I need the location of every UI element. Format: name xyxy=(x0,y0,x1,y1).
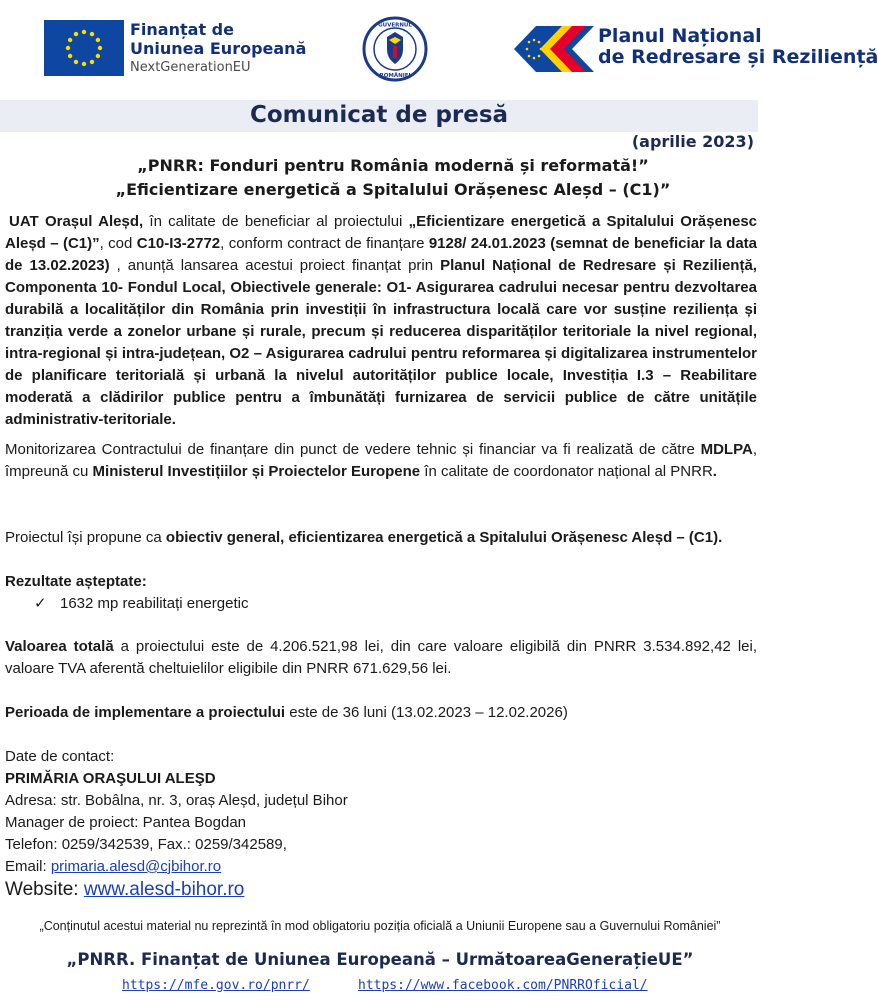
eu-logo-line3: NextGenerationEU xyxy=(130,60,251,75)
monitor-text-3: în calitate de coordonator național al PNRR xyxy=(420,463,713,480)
eu-logo-line2: Uniunea Europeană xyxy=(130,39,307,58)
intro-text-3: , conform contract de finanțare xyxy=(220,235,429,252)
mfe-pnrr-link[interactable]: https://mfe.gov.ro/pnrr/ xyxy=(122,978,310,993)
contact-website-row xyxy=(5,878,757,902)
website-link[interactable]: www.alesd-bihor.ro xyxy=(83,879,245,900)
eu-logo-line1: Finanțat de xyxy=(130,20,234,39)
contract-number: 9128/ 24.01.2023 (semnat de beneficiar la data de 13.02.2023) xyxy=(5,235,757,274)
mdlpa: MDLPA xyxy=(700,441,753,458)
monitoring-paragraph xyxy=(5,439,757,483)
contact-manager: Manager de proiect: Pantea Bogdan xyxy=(5,814,247,831)
program-description: Planul Național de Redresare și Reziliență, Componenta 10- Fondul Local, Obiectivele generale: O1- Asigurarea cadrului necesar pentru dezvoltarea durabilă a localităților din România prin investiții în infrastructura locală care vor susține reziliența și tranziția verde a zonelor urbane și rurale, precum și reducerea disparităților teritoriale la nivel regional, intra-regional și intra-județean, O2 – Asigurarea cadrului pentru reformarea și digitalizarea instrumentelor de planificare teritorială și urbană la nivelul autorităților publice locale, Investiția I.3 – Reabilitare moderată a clădirilor publice pentru a îmbunătăți furnizarea de servicii publice de către unitățile administrativ-teritoriale. xyxy=(5,257,757,428)
contact-org xyxy=(5,768,757,790)
project-code: C10-I3-2772 xyxy=(136,235,221,252)
contact-email-row xyxy=(5,856,757,878)
intro-text-2: , cod xyxy=(99,235,137,252)
email-link[interactable]: primaria.alesd@cjbihor.ro xyxy=(50,858,222,875)
intro-paragraph xyxy=(5,211,757,431)
press-date: (aprilie 2023) xyxy=(631,132,754,151)
objective-paragraph xyxy=(5,527,757,549)
intro-text-1: în calitate de beneficiar al proiectului xyxy=(143,213,409,230)
subtitle-slogan: „PNRR: Fonduri pentru România modernă și reformată!” xyxy=(137,156,649,175)
pnrr-logo-line1: Planul Național xyxy=(598,25,762,47)
intro-text-4: , anunță lansarea acestui proiect finanțat prin xyxy=(109,257,441,274)
project-name: „Eficientizare energetică a Spitalului Orășenesc Aleșd – (C1)” xyxy=(5,213,758,252)
result-list-item xyxy=(34,593,248,615)
beneficiary-name: UAT Orașul Aleșd, xyxy=(9,213,144,230)
svg-text:ROMÂNIEI: ROMÂNIEI xyxy=(379,73,411,79)
subtitle-project: „Eficientizare energetică a Spitalului Orășenesc Aleșd – (C1)” xyxy=(115,180,671,199)
monitor-text-1: Monitorizarea Contractului de finanțare din punct de vedere tehnic și financiar va fi realizată de către xyxy=(5,441,701,458)
contact-phone: Telefon: 0259/342539, Fax.: 0259/342589, xyxy=(5,836,287,853)
svg-text:GUVERNUL: GUVERNUL xyxy=(378,22,412,29)
contact-org-name: PRIMĂRIA ORAŞULUI ALEŞD xyxy=(5,770,216,787)
period-label: Perioada de implementare a proiectului xyxy=(5,704,286,721)
website-label: Website: xyxy=(5,879,84,900)
contact-block xyxy=(5,746,757,902)
objective-bold: obiectiv general, eficientizarea energetică a Spitalului Orășenesc Aleșd – (C1). xyxy=(165,529,723,546)
value-label: Valoarea totală xyxy=(5,638,114,655)
eu-logo-text xyxy=(130,20,310,78)
guvernul-romaniei-seal-icon xyxy=(362,16,428,82)
contact-heading: Date de contact: xyxy=(5,748,115,765)
ministry-name: Ministerul Investițiilor și Proiectelor Europene xyxy=(92,463,421,480)
eu-flag-icon xyxy=(44,20,124,76)
monitor-period: . xyxy=(712,463,717,480)
email-label: Email: xyxy=(5,858,51,875)
pnrr-logo-text xyxy=(598,25,878,68)
facebook-pnrr-link[interactable]: https://www.facebook.com/PNRROficial/ xyxy=(358,978,648,993)
result-text: 1632 mp reabilitați energetic xyxy=(60,595,249,612)
check-icon: ✓ xyxy=(34,595,47,612)
footer-slogan: „PNRR. Finanțat de Uniunea Europeană – UrmătoareaGenerațieUE” xyxy=(66,950,694,969)
period-paragraph xyxy=(5,702,757,724)
pnrr-flag-icon xyxy=(514,26,594,72)
pnrr-logo-line2: de Redresare și Reziliență xyxy=(598,46,878,68)
disclaimer: „Conținutul acestui material nu reprezintă în mod obligatoriu poziția oficială a Uniunii Europene sau a Guvernului României” xyxy=(39,919,721,933)
value-text: a proiectului este de 4.206.521,98 lei, din care valoare eligibilă din PNRR 3.534.892,42 lei, valoare TVA aferentă cheltuielilor eligibile din PNRR 671.629,56 lei. xyxy=(5,638,757,677)
contact-address: Adresa: str. Bobâlna, nr. 3, oraș Aleșd, județul Bihor xyxy=(5,792,348,809)
objective-text: Proiectul își propune ca xyxy=(5,529,166,546)
results-heading: Rezultate așteptate: xyxy=(5,573,147,590)
page-title: Comunicat de presă xyxy=(249,102,509,128)
period-text: este de 36 luni (13.02.2023 – 12.02.2026) xyxy=(285,704,568,721)
value-paragraph xyxy=(5,636,757,680)
monitor-text-2: , împreună cu xyxy=(5,441,757,480)
